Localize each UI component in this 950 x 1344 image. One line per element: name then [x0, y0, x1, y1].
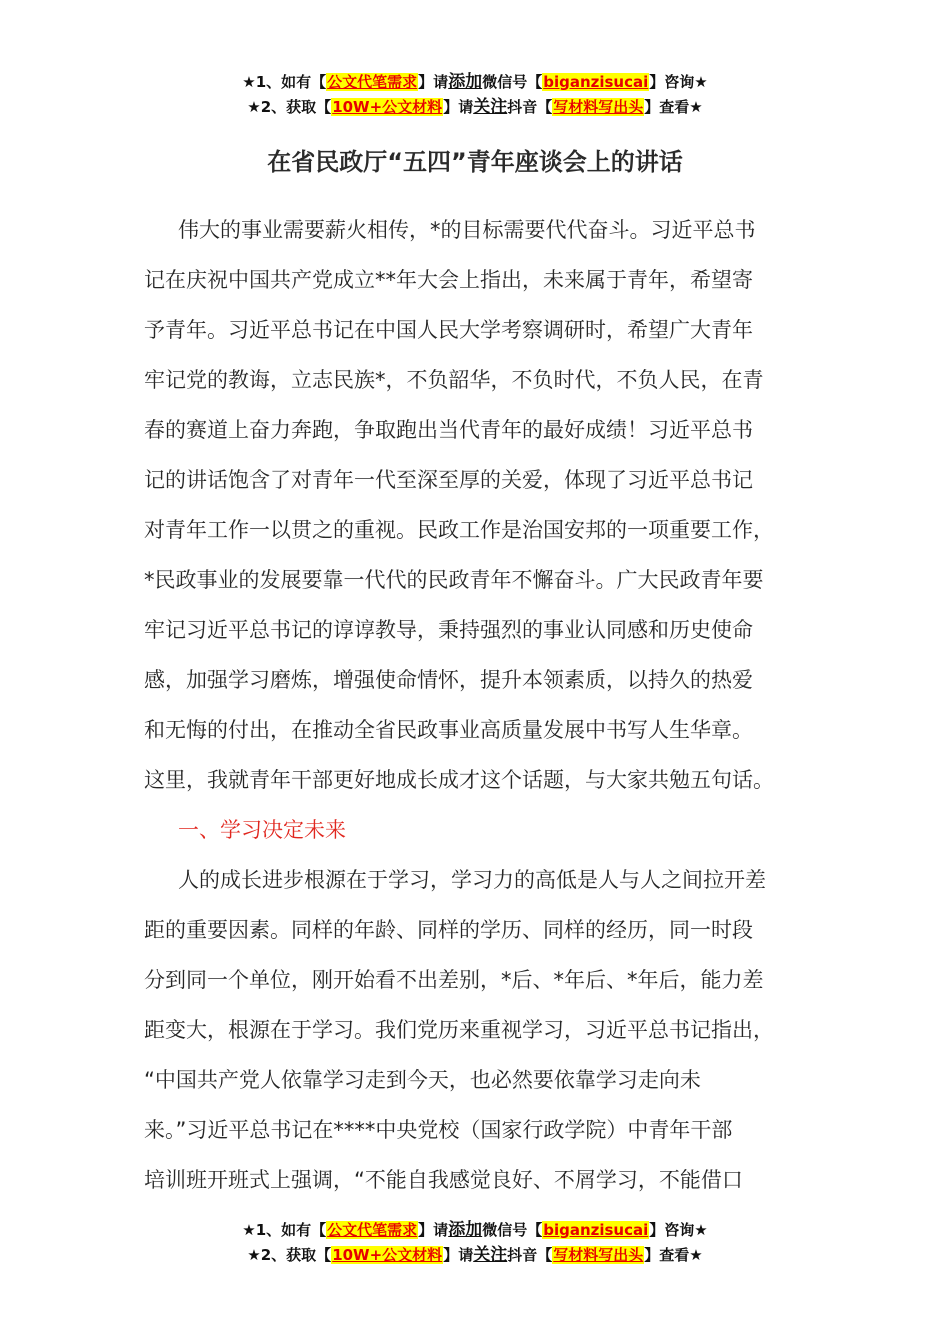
- body-line: 距变大，根源在于学习。我们党历来重视学习，习近平总书记指出，: [144, 1018, 774, 1042]
- banner-text: ★1、如有【: [242, 73, 327, 91]
- banner-text: ★2、获取【: [247, 98, 332, 116]
- body-line: 人的成长进步根源在于学习，学习力的高低是人与人之间拉开差: [178, 868, 766, 892]
- banner-text: 】请: [418, 73, 449, 91]
- banner-text: 】请: [443, 1246, 474, 1264]
- emphasis-text: 添加: [448, 72, 483, 92]
- banner-text: 微信号【: [482, 1221, 543, 1239]
- body-line: 春的赛道上奋力奔跑，争取跑出当代青年的最好成绩！习近平总书: [144, 418, 753, 442]
- banner-text: 微信号【: [482, 73, 543, 91]
- body-line: “中国共产党人依靠学习走到今天，也必然要依靠学习走向未: [144, 1068, 701, 1092]
- body-line: 这里，我就青年干部更好地成长成才这个话题，与大家共勉五句话。: [144, 768, 774, 792]
- banner-text: 抖音【: [507, 1246, 553, 1264]
- body-line: 距的重要因素。同样的年龄、同样的学历、同样的经历，同一时段: [144, 918, 753, 942]
- banner-text: 】咨询★: [649, 1221, 708, 1239]
- body-line: 对青年工作一以贯之的重视。民政工作是治国安邦的一项重要工作，: [144, 518, 774, 542]
- banner-text: 】查看★: [644, 1246, 703, 1264]
- body-line: 牢记党的教诲，立志民族*，不负韶华，不负时代，不负人民，在青: [144, 368, 764, 392]
- banner-text: 】请: [418, 1221, 449, 1239]
- body-line: 予青年。习近平总书记在中国人民大学考察调研时，希望广大青年: [144, 318, 753, 342]
- body-line: *民政事业的发展要靠一代代的民政青年不懈奋斗。广大民政青年要: [144, 568, 764, 592]
- banner-text: 】咨询★: [649, 73, 708, 91]
- body-line: 记在庆祝中国共产党成立**年大会上指出，未来属于青年，希望寄: [144, 268, 753, 292]
- banner-line-2: [0, 95, 950, 120]
- highlight-text: 公文代笔需求: [327, 73, 418, 91]
- emphasis-text: 关注: [473, 1245, 508, 1265]
- banner-text: 】查看★: [644, 98, 703, 116]
- document-title: 在省民政厅“五四”青年座谈会上的讲话: [267, 148, 683, 176]
- body-line: 分到同一个单位，刚开始看不出差别，*后、*年后、*年后，能力差: [144, 968, 764, 992]
- top-banner: [0, 70, 950, 120]
- banner-line-1: [0, 1218, 950, 1243]
- body-line: 和无悔的付出，在推动全省民政事业高质量发展中书写人生华章。: [144, 718, 753, 742]
- highlight-text: 公文代笔需求: [327, 1221, 418, 1239]
- body-line: 伟大的事业需要薪火相传，*的目标需要代代奋斗。习近平总书: [178, 218, 756, 242]
- emphasis-text: 关注: [473, 97, 508, 117]
- emphasis-text: 添加: [448, 1220, 483, 1240]
- bottom-banner: [0, 1218, 950, 1268]
- banner-text: 抖音【: [507, 98, 553, 116]
- banner-line-1: [0, 70, 950, 95]
- highlight-text: 10W+公文材料: [332, 98, 443, 116]
- body-line: 记的讲话饱含了对青年一代至深至厚的关爱，体现了习近平总书记: [144, 468, 753, 492]
- highlight-text: 10W+公文材料: [332, 1246, 443, 1264]
- highlight-text: 写材料写出头: [553, 98, 644, 116]
- section-heading: 一、学习决定未来: [178, 818, 346, 842]
- body-line: 来。”习近平总书记在****中央党校（国家行政学院）中青年干部: [144, 1118, 733, 1142]
- body-line: 牢记习近平总书记的谆谆教导，秉持强烈的事业认同感和历史使命: [144, 618, 753, 642]
- body-line: 培训班开班式上强调，“不能自我感觉良好、不屑学习，不能借口: [144, 1168, 743, 1192]
- highlight-text: 写材料写出头: [553, 1246, 644, 1264]
- body-line: 感，加强学习磨炼，增强使命情怀，提升本领素质，以持久的热爱: [144, 668, 753, 692]
- highlight-text: biganzisucai: [543, 1221, 649, 1239]
- highlight-text: biganzisucai: [543, 73, 649, 91]
- banner-text: 】请: [443, 98, 474, 116]
- banner-line-2: [0, 1243, 950, 1268]
- document-body: [144, 205, 812, 1205]
- banner-text: ★1、如有【: [242, 1221, 327, 1239]
- banner-text: ★2、获取【: [247, 1246, 332, 1264]
